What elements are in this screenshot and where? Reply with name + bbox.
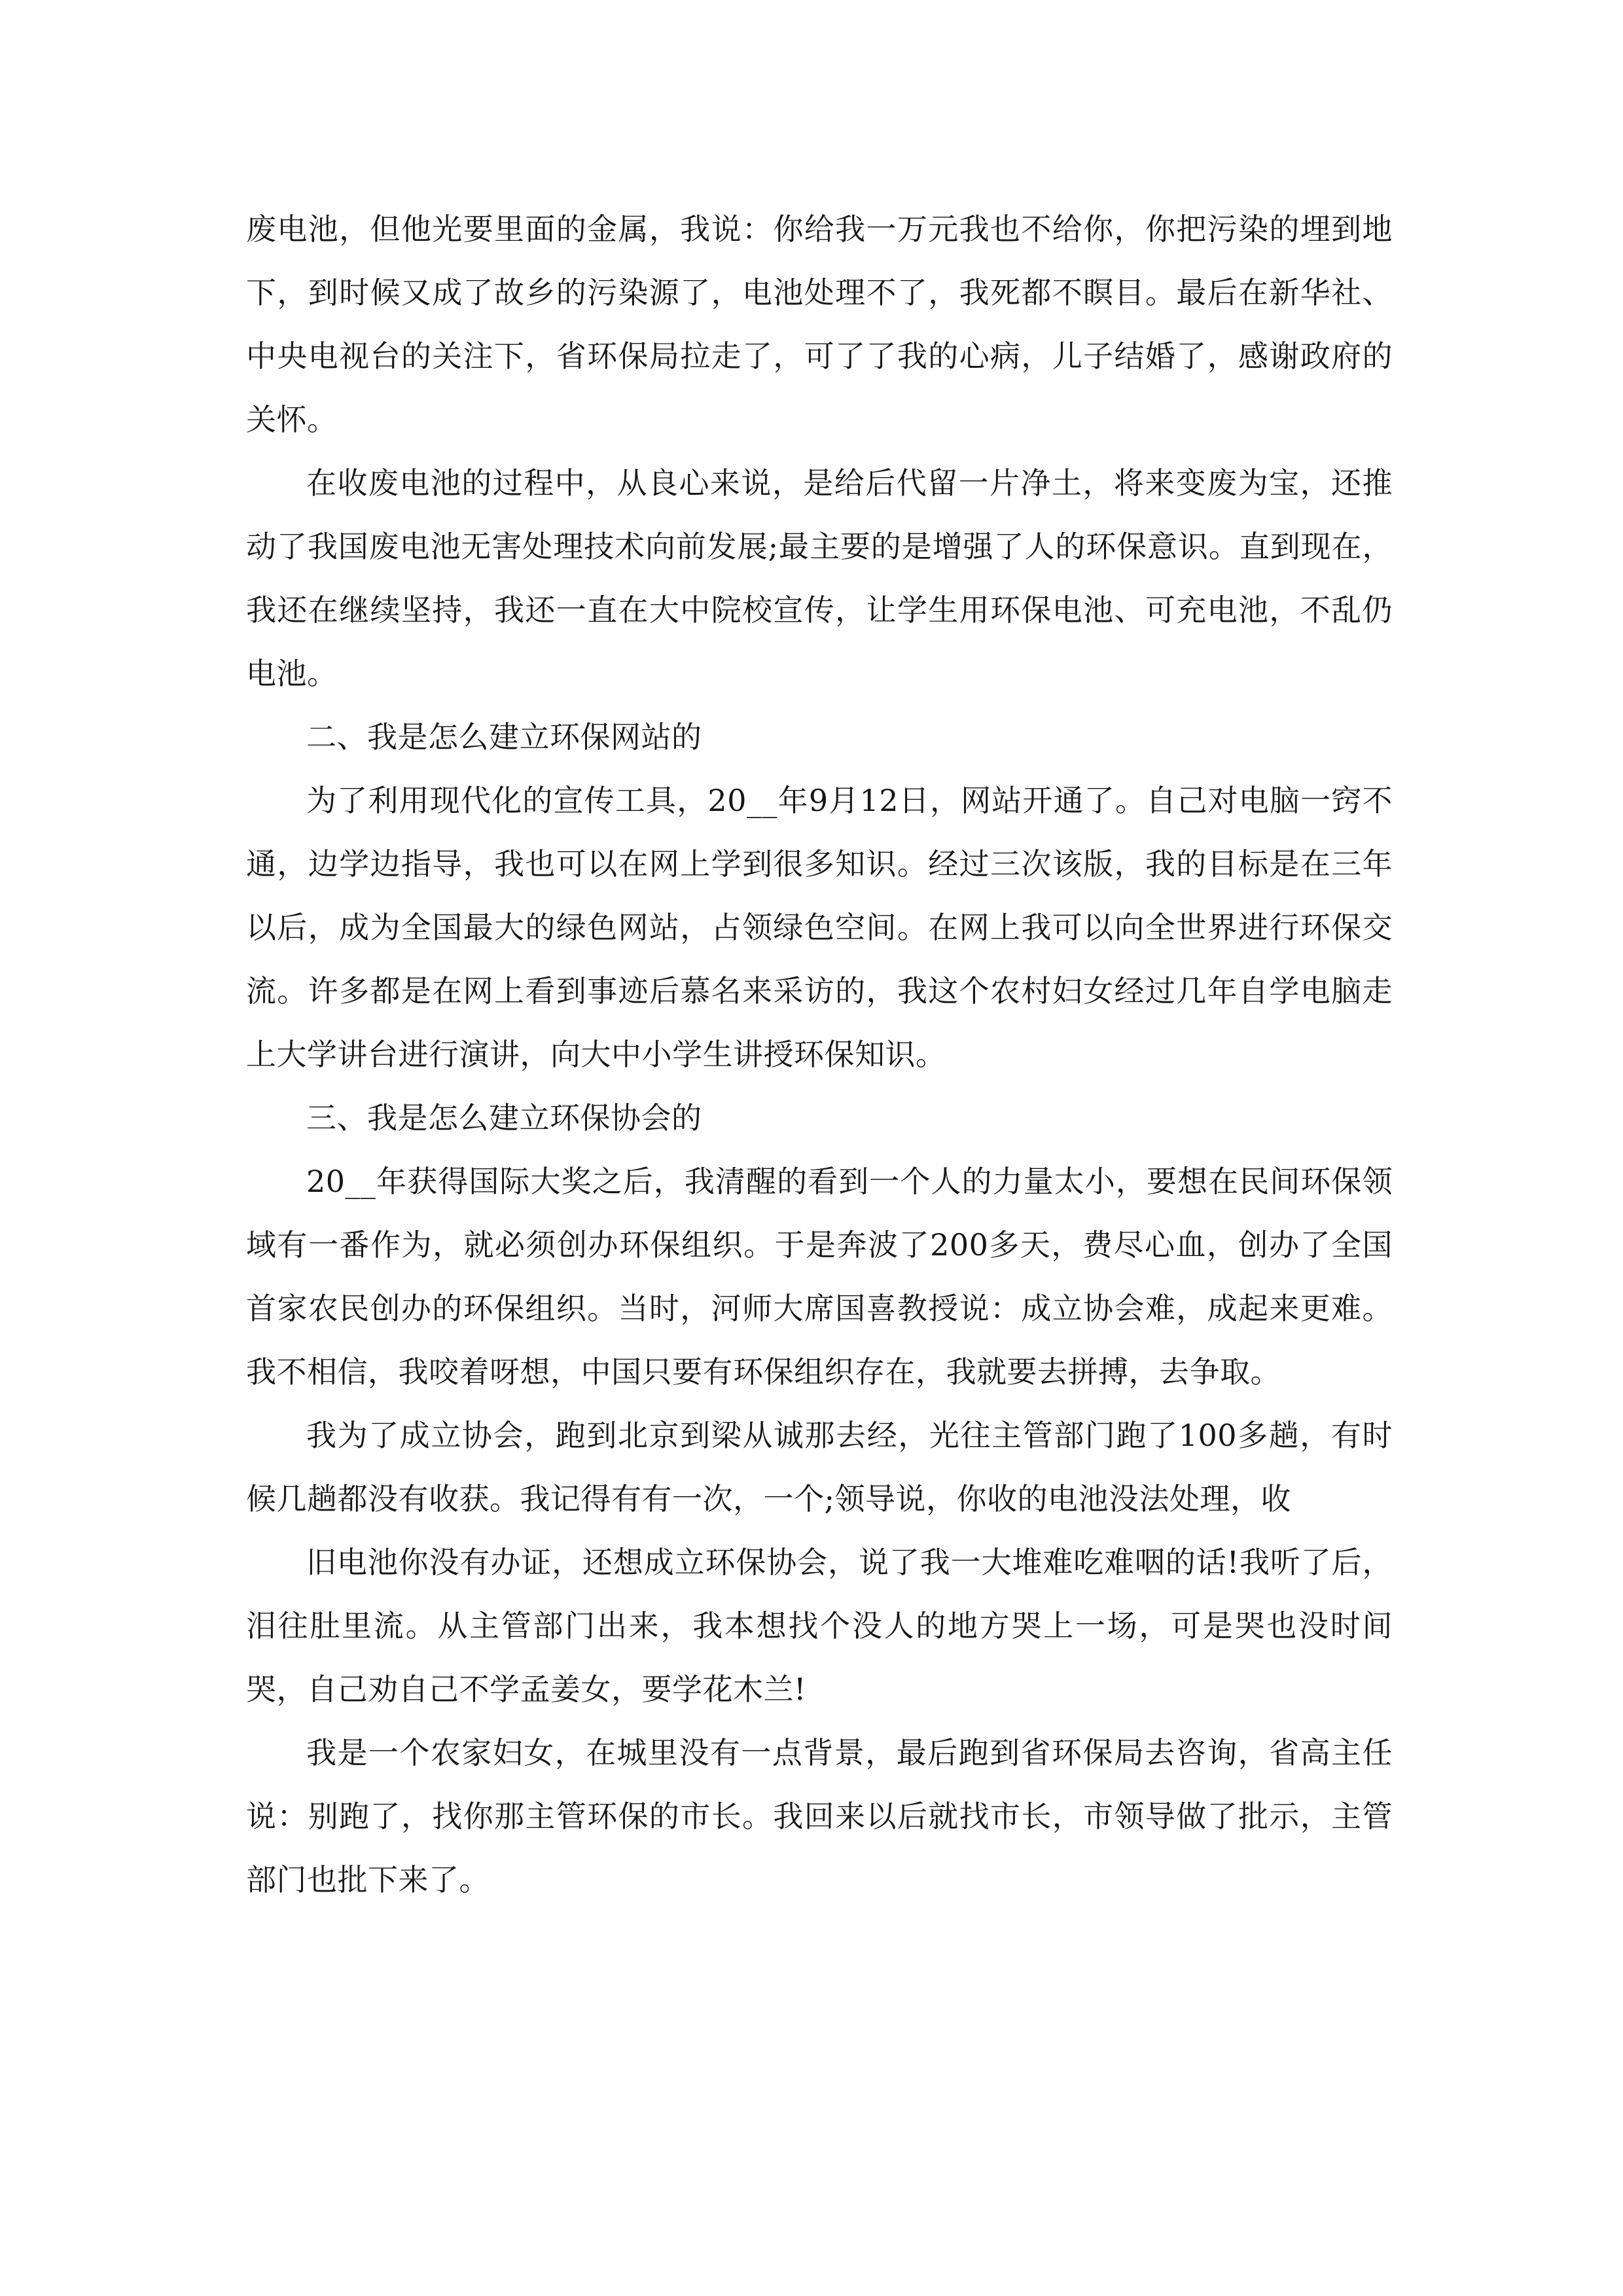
section-heading: 二、我是怎么建立环保网站的 (306, 719, 702, 755)
paragraph: 20__年获得国际大奖之后，我清醒的看到一个人的力量太小，要想在民间环保领域有一番作为，就必须创办环保组织。于是奔波了200多天，费尽心血，创办了全国首家农民创办的环保组织。当时，河师大席国喜教授说：成立协会难，成起来更难。我不相信，我咬着呀想，中国只要有环保组织存在，我就要去拼搏，去争取。 (246, 1164, 1393, 1390)
paragraph: 为了利用现代化的宣传工具，20__年9月12日，网站开通了。自己对电脑一窍不通，边学边指导，我也可以在网上学到很多知识。经过三次该版，我的目标是在三年以后，成为全国最大的绿色网站，占领绿色空间。在网上我可以向全世界进行环保交流。许多都是在网上看到事迹后慕名来采访的，我这个农村妇女经过几年自学电脑走上大学讲台进行演讲，向大中小学生讲授环保知识。 (246, 783, 1393, 1072)
paragraph: 我为了成立协会，跑到北京到梁从诚那去经，光往主管部门跑了100多趟，有时候几趟都没有收获。我记得有有一次，一个;领导说，你收的电池没法处理，收 (246, 1418, 1393, 1516)
paragraph: 我是一个农家妇女，在城里没有一点背景，最后跑到省环保局去咨询，省高主任说：别跑了，找你那主管环保的市长。我回来以后就找市长，市领导做了批示，主管部门也批下来了。 (246, 1735, 1393, 1897)
paragraph: 在收废电池的过程中，从良心来说，是给后代留一片净土，将来变废为宝，还推动了我国废电池无害处理技术向前发展;最主要的是增强了人的环保意识。直到现在，我还在继续坚持，我还一直在大中院校宣传，让学生用环保电池、可充电池，不乱仍电池。 (246, 465, 1393, 691)
document-body (246, 198, 1393, 1912)
section-heading: 三、我是怎么建立环保协会的 (306, 1100, 702, 1136)
paragraph: 旧电池你没有办证，还想成立环保协会，说了我一大堆难吃难咽的话!我听了后，泪往肚里流。从主管部门出来，我本想找个没人的地方哭上一场，可是哭也没时间哭，自己劝自己不学孟姜女，要学花木兰! (246, 1545, 1393, 1707)
paragraph-continuation: 废电池，但他光要里面的金属，我说：你给我一万元我也不给你，你把污染的埋到地下，到时候又成了故乡的污染源了，电池处理不了，我死都不瞑目。最后在新华社、中央电视台的关注下，省环保局拉走了，可了了我的心病，儿子结婚了，感谢政府的关怀。 (246, 211, 1393, 437)
